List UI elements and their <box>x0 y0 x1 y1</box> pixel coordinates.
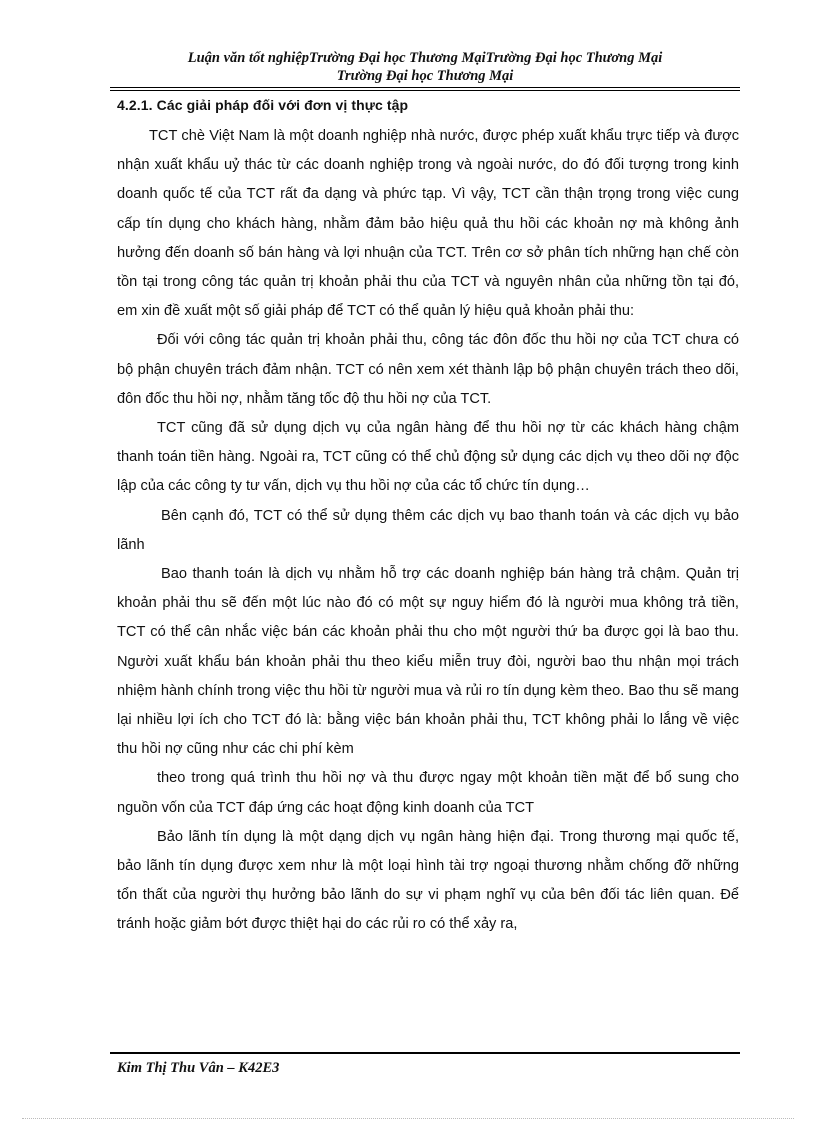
section-title: 4.2.1. Các giải pháp đối với đơn vị thực tập <box>117 97 409 113</box>
paragraph-2: Đối với công tác quản trị khoản phải thu, công tác đôn đốc thu hồi nợ của TCT chưa có bộ phận chuyên trách đảm nhận. TCT có nên xem xét thành lập bộ phận chuyên trách theo dõi, đôn đốc thu hồi nợ, nhằm tăng tốc độ thu hồi nợ của TCT. <box>117 332 739 407</box>
paragraph-6: theo trong quá trình thu hồi nợ và thu được ngay một khoản tiền mặt để bổ sung cho nguồn vốn của TCT đáp ứng các hoạt động kinh doanh của TCT <box>117 770 739 816</box>
page-header <box>110 49 740 85</box>
body-text <box>117 122 739 940</box>
paragraph-5: Bao thanh toán là dịch vụ nhằm hỗ trợ các doanh nghiệp bán hàng trả chậm. Quản trị khoản phải thu sẽ đến một lúc nào đó có một sự nguy hiểm đó là người mua không trả tiền, TCT có thể cân nhắc việc bán các khoản phải thu cho một người thứ ba được gọi là bao thu. Người xuất khẩu bán khoản phải thu theo kiểu miễn truy đòi, người bao thu nhận mọi trách nhiệm hành chính trong việc thu hồi từ người mua và rủi ro tín dụng kèm theo. Bao thu sẽ mang lại nhiều lợi ích cho TCT đó là: bằng việc bán khoản phải thu, TCT không phải lo lắng về việc thu hồi nợ cũng như các chi phí kèm <box>117 566 739 758</box>
paragraph-4: Bên cạnh đó, TCT có thể sử dụng thêm các dịch vụ bao thanh toán và các dịch vụ bảo lãnh <box>117 507 739 553</box>
footer-author: Kim Thị Thu Vân – K42E3 <box>117 1060 280 1076</box>
header-rule-bottom <box>110 90 740 91</box>
header-line-1: Luận văn tốt nghiệpTrường Đại học Thương MạiTrường Đại học Thương Mại <box>187 50 663 66</box>
header-rule-top <box>110 87 740 88</box>
header-line-2: Trường Đại học Thương Mại <box>336 68 514 84</box>
footer-rule <box>110 1052 740 1054</box>
page-bottom-border <box>22 1118 794 1119</box>
paragraph-7: Bảo lãnh tín dụng là một dạng dịch vụ ngân hàng hiện đại. Trong thương mại quốc tế, bảo lãnh tín dụng được xem như là một loại hình tài trợ ngoại thương nhằm chống đỡ những tổn thất của người thụ hưởng bảo lãnh do sự vi phạm nghĩ vụ của bên đối tác liên quan. Để tránh hoặc giảm bớt được thiệt hại do các rủi ro có thể xảy ra, <box>117 828 739 933</box>
paragraph-1: TCT chè Việt Nam là một doanh nghiệp nhà nước, được phép xuất khẩu trực tiếp và được nhận xuất khẩu uỷ thác từ các doanh nghiệp trong và ngoài nước, do đó đối tượng trong kinh doanh quốc tế của TCT rất đa dạng và phức tạp. Vì vậy, TCT cần thận trọng trong việc cung cấp tín dụng cho khách hàng, nhằm đảm bảo hiệu quả thu hồi các khoản nợ mà không ảnh hưởng đến doanh số bán hàng và lợi nhuận của TCT. Trên cơ sở phân tích những hạn chế còn tồn tại trong công tác quản trị khoản phải thu của TCT và nguyên nhân của những tồn tại đó, em xin đề xuất một số giải pháp để TCT có thể quản lý hiệu quả khoản phải thu: <box>117 128 739 320</box>
paragraph-3: TCT cũng đã sử dụng dịch vụ của ngân hàng để thu hồi nợ từ các khách hàng chậm thanh toán tiền hàng. Ngoài ra, TCT cũng có thể chủ động sử dụng các dịch vụ theo dõi nợ độc lập của các công ty tư vấn, dịch vụ thu hồi nợ của các tổ chức tín dụng… <box>117 420 739 495</box>
